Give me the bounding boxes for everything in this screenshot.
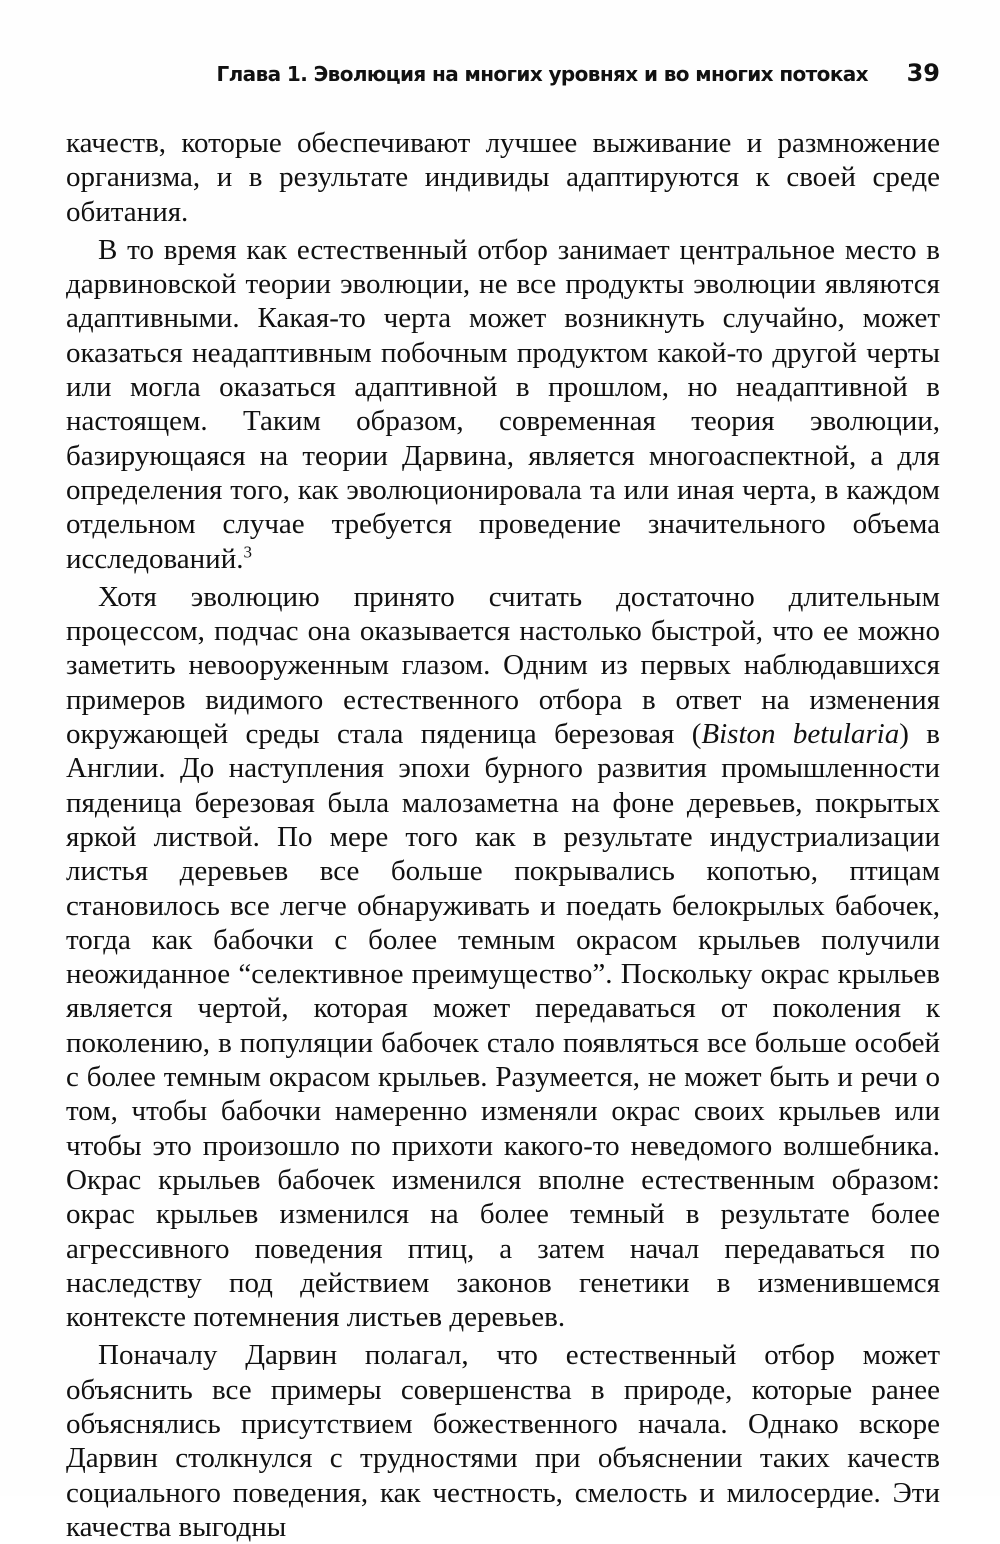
paragraph-continuation: качеств, которые обеспечивают лучшее выживание и размножение организма, и в результате индивиды адаптируются к своей среде обитания. (66, 127, 940, 228)
latin-species-name: Biston betularia (701, 718, 900, 751)
moth-text-after: ) в Англии. До наступления эпохи бурного развития промышленности пяденица березовая была малозаметна на фоне деревьев, покрытых яркой листвой. По мере того как в результате индустриализации листья деревьев все больше покрывались копотью, птицам становилось все легче обнаруживать и поедать белокрылых бабочек, тогда как бабочки с более темным окрасом крыльев получили неожиданное “селективное преимущество”. Поскольку окрас крыльев является чертой, которая может передаваться от поколения к поколению, в популяции бабочек стало появляться все больше особей с более темным окрасом крыльев. Разумеется, не может быть и речи о том, чтобы бабочки намеренно изменяли окрас своих крыльев или чтобы это произошло по прихоти какого-то неведомого волшебника. Окрас крыльев бабочек изменился вполне естественным образом: окрас крыльев изменился на более темный в результате более агрессивного поведения птиц, а затем начал передаваться по наследству под действием законов генетики в изменившемся контексте потемнения листьев деревьев. (66, 718, 940, 1334)
moth-text-before: Хотя эволюцию принято считать достаточно длительным процессом, подчас она оказывается настолько быстрой, что ее можно заметить невооруженным глазом. Одним из первых наблюдавшихся примеров видимого естественного отбора в ответ на изменения окружающей среды стала пяденица березовая ( (66, 580, 940, 751)
chapter-running-title: Глава 1. Эволюция на многих уровнях и во многих потоках (216, 62, 868, 86)
body-text (66, 126, 940, 1544)
paragraph-peppered-moth (66, 580, 940, 1335)
running-header (66, 58, 940, 90)
paragraph-adaptation-text: В то время как естественный отбор занимает центральное место в дарвиновской теории эволюции, не все продукты эволюции являются адаптивными. Какая-то черта может возникнуть случайно, может оказаться неадаптивным побочным продуктом какой-то другой черты или могла оказаться адаптивной в прошлом, но неадаптивной в настоящем. Таким образом, современная теория эволюции, базирующаяся на теории Дарвина, является многоаспектной, а для определения того, как эволюционировала та или иная черта, в каждом отдельном случае требуется проведение значительного объема исследований. (66, 233, 940, 575)
paragraph-adaptation (66, 233, 940, 576)
paragraph-darwin-social: Поначалу Дарвин полагал, что естественный отбор может объяснить все примеры совершенства в природе, которые ранее объяснялись присутствием божественного начала. Однако вскоре Дарвин столкнулся с трудностями при объяснении таких качеств социального поведения, как честность, смелость и милосердие. Эти качества выгодны (66, 1339, 940, 1543)
page-number: 39 (906, 59, 940, 87)
footnote-marker: 3 (243, 541, 252, 561)
